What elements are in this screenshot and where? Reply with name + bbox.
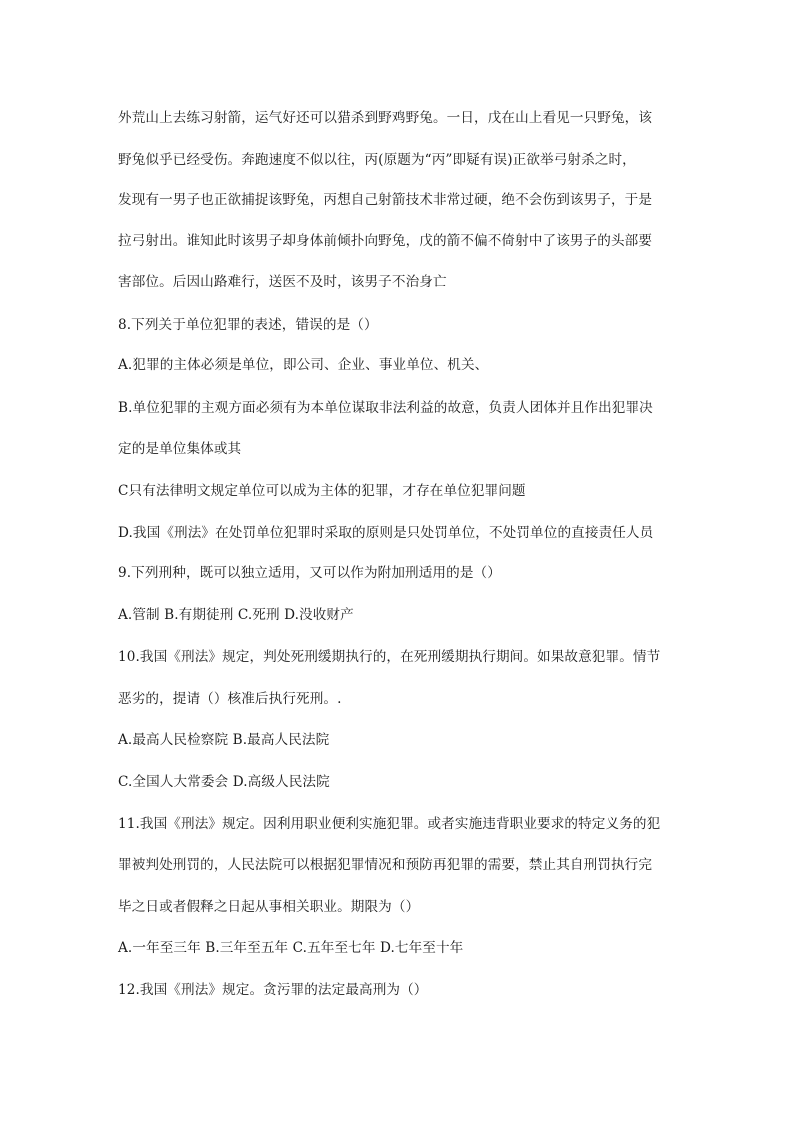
question-9: 9.下列刑种，既可以独立适用，又可以作为附加刑适用的是（）: [118, 565, 501, 581]
paragraph-line: 拉弓射出。谁知此时该男子却身体前倾扑向野兔，戊的箭不偏不倚射中了该男子的头部要: [118, 233, 653, 249]
question-12: 12.我国《刑法》规定。贪污罪的法定最高刑为（）: [118, 982, 428, 998]
question-line-continued: 罪被判处刑罚的，人民法院可以根据犯罪情况和预防再犯罪的需要，禁止其自刑罚执行完: [118, 857, 653, 873]
option-line: A.一年至三年 B.三年至五年 C.五年至七年 D.七年至十年: [118, 940, 464, 956]
paragraph-line: 野兔似乎已经受伤。奔跑速度不似以往，丙(原题为“丙”即疑有误)正欲举弓射杀之时，: [118, 152, 636, 168]
option-line: A.犯罪的主体必须是单位，即公司、企业、事业单位、机关、: [118, 357, 489, 373]
question-11: 11.我国《刑法》规定。因利用职业便利实施犯罪。或者实施违背职业要求的特定义务的犯: [118, 816, 661, 832]
option-line: A.最高人民检察院 B.最高人民法院: [118, 732, 330, 748]
option-line: C只有法律明文规定单位可以成为主体的犯罪，才存在单位犯罪问题: [118, 483, 526, 499]
option-line: A.管制 B.有期徒刑 C.死刑 D.没收财产: [118, 607, 354, 623]
option-line: B.单位犯罪的主观方面必须有为本单位谋取非法利益的故意，负责人团体并且作出犯罪决: [118, 400, 653, 416]
question-10: 10.我国《刑法》规定，判处死刑缓期执行的，在死刑缓期执行期间。如果故意犯罪。情节: [118, 649, 661, 665]
question-8: 8.下列关于单位犯罪的表述，错误的是（）: [118, 317, 378, 333]
paragraph-line: 外荒山上去练习射箭，运气好还可以猎杀到野鸡野兔。一日，戊在山上看见一只野兔，该: [118, 110, 653, 126]
option-line-continued: 定的是单位集体或其: [118, 441, 242, 457]
question-line-continued: 毕之日或者假释之日起从事相关职业。期限为（）: [118, 899, 420, 915]
option-line: C.全国人大常委会 D.高级人民法院: [118, 774, 330, 790]
paragraph-line: 发现有一男子也正欲捕捉该野兔，丙想自己射箭技术非常过硬，绝不会伤到该男子，于是: [118, 192, 653, 208]
paragraph-line: 害部位。后因山路难行，送医不及时，该男子不治身亡: [118, 274, 447, 290]
question-line-continued: 恶劣的，提请（）核准后执行死刑。.: [118, 691, 342, 707]
option-line: D.我国《刑法》在处罚单位犯罪时采取的原则是只处罚单位，不处罚单位的直接责任人员: [118, 525, 654, 541]
